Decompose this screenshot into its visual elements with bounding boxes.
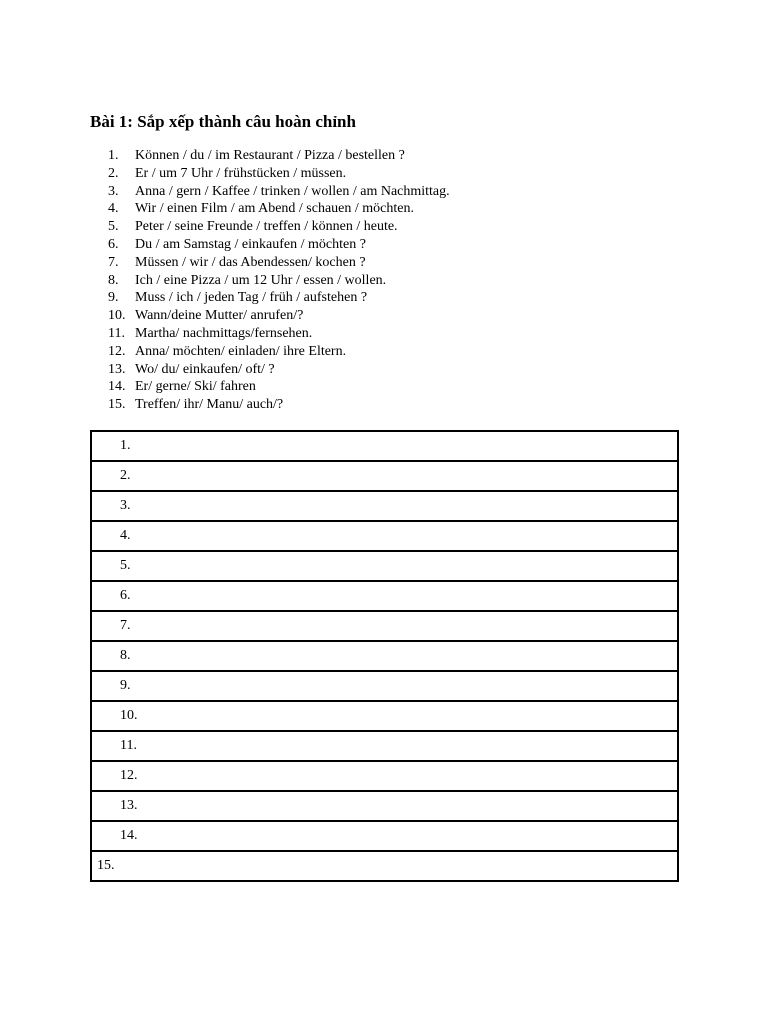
answer-cell[interactable] [91,821,678,851]
answer-cell[interactable] [91,731,678,761]
item-number: 5. [108,219,119,235]
item-number: 14. [108,379,126,395]
list-item [108,289,450,307]
answer-cell[interactable] [91,521,678,551]
answer-number: 8. [120,648,131,663]
answer-number: 9. [120,678,131,693]
list-item [108,307,450,325]
answer-number: 10. [120,708,138,723]
table-row [91,461,678,491]
item-number: 13. [108,361,126,377]
item-number: 3. [108,183,119,199]
answer-cell[interactable] [91,431,678,461]
item-number: 6. [108,236,119,252]
answer-cell[interactable] [91,641,678,671]
list-item [108,165,450,183]
list-item [108,254,450,272]
answer-cell[interactable] [91,671,678,701]
answer-number: 7. [120,618,131,633]
item-text: Muss / ich / jeden Tag / früh / aufstehen ? [135,290,368,306]
list-item [108,218,450,236]
answer-cell[interactable] [91,551,678,581]
answer-cell[interactable] [91,791,678,821]
list-item [108,361,450,379]
answer-cell[interactable] [91,701,678,731]
list-item [108,236,450,254]
answer-number: 4. [120,528,131,543]
table-row [91,851,678,881]
answer-number: 15. [97,858,115,873]
answer-number: 12. [120,768,138,783]
item-number: 4. [108,201,119,217]
item-text: Treffen/ ihr/ Manu/ auch/? [135,397,284,413]
answer-cell[interactable] [91,491,678,521]
answer-cell[interactable] [91,611,678,641]
table-row [91,551,678,581]
item-text: Anna / gern / Kaffee / trinken / wollen / am Nachmittag. [135,183,450,199]
item-text: Du / am Samstag / einkaufen / möchten ? [135,236,366,252]
answer-number: 2. [120,468,131,483]
item-number: 12. [108,343,126,359]
list-item [108,183,450,201]
answer-table [90,430,679,882]
item-text: Wir / einen Film / am Abend / schauen / möchten. [135,201,414,217]
list-item [108,272,450,290]
exercise-title: Bài 1: Sắp xếp thành câu hoàn chỉnh [90,112,356,131]
item-number: 10. [108,308,126,324]
table-row [91,791,678,821]
table-row [91,731,678,761]
list-item [108,147,450,165]
item-text: Er / um 7 Uhr / frühstücken / müssen. [135,165,347,181]
table-row [91,641,678,671]
table-row [91,761,678,791]
item-number: 2. [108,165,119,181]
item-text: Anna/ möchten/ einladen/ ihre Eltern. [135,343,347,359]
list-item [108,378,450,396]
answer-number: 6. [120,588,131,603]
item-text: Wann/deine Mutter/ anrufen/? [135,308,304,324]
table-row [91,431,678,461]
answer-cell[interactable] [91,761,678,791]
item-number: 7. [108,254,119,270]
table-row [91,491,678,521]
item-number: 9. [108,290,119,306]
answer-number: 11. [120,738,137,753]
item-text: Ich / eine Pizza / um 12 Uhr / essen / wollen. [135,272,387,288]
table-row [91,521,678,551]
table-row [91,611,678,641]
exercise-list [108,147,450,414]
item-number: 8. [108,272,119,288]
answer-cell[interactable] [91,581,678,611]
table-row [91,821,678,851]
answer-number: 1. [120,438,131,453]
table-row [91,581,678,611]
item-text: Müssen / wir / das Abendessen/ kochen ? [135,254,366,270]
item-number: 15. [108,397,126,413]
answer-cell[interactable] [91,851,678,881]
list-item [108,325,450,343]
item-text: Peter / seine Freunde / treffen / können / heute. [135,219,398,235]
table-row [91,671,678,701]
answer-number: 13. [120,798,138,813]
item-text: Können / du / im Restaurant / Pizza / bestellen ? [135,148,405,163]
answer-number: 3. [120,498,131,513]
answer-number: 5. [120,558,131,573]
list-item [108,200,450,218]
item-text: Martha/ nachmittags/fernsehen. [135,325,313,341]
item-text: Er/ gerne/ Ski/ fahren [135,379,256,395]
answer-number: 14. [120,828,138,843]
list-item [108,396,450,414]
item-number: 11. [108,325,125,341]
answer-cell[interactable] [91,461,678,491]
table-row [91,701,678,731]
item-text: Wo/ du/ einkaufen/ oft/ ? [135,361,275,377]
item-number: 1. [108,148,119,163]
list-item [108,343,450,361]
